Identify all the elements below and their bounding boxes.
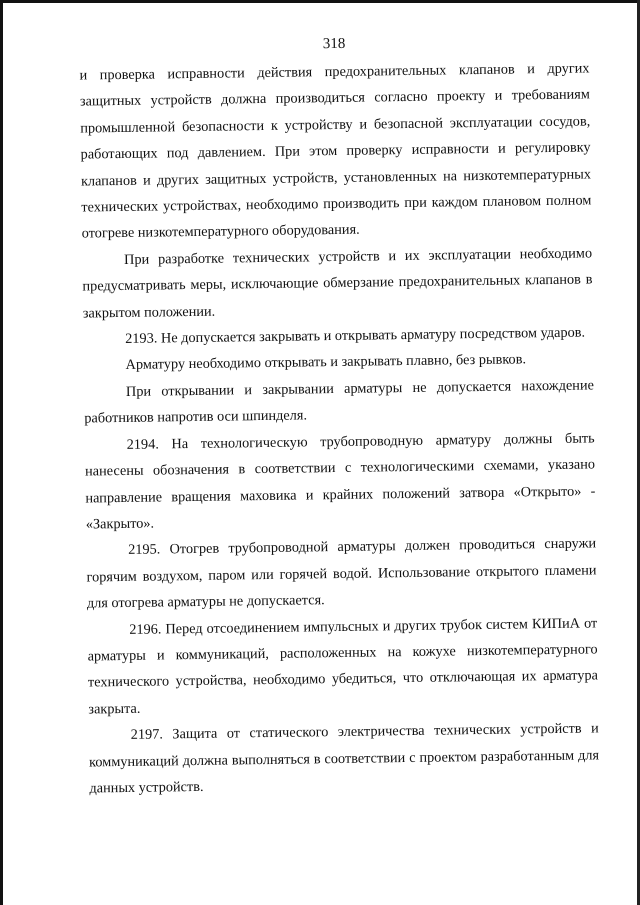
paragraph: При разработке технических устройств и их эксплуатации необходимо предусматривать меры, исключающие обмерзание предохранительных клапанов в закрытом положении. xyxy=(82,245,593,322)
paragraph-2195: 2195. Отогрев трубопроводной арматуры должен проводиться снаружи горячим воздухом, паром или горячей водой. Использование открытого пламени для отогрева арматуры не допускается. xyxy=(86,535,597,612)
paragraph: Арматуру необходимо открывать и закрывать плавно, без рывков. xyxy=(125,351,527,374)
paragraph-2197: 2197. Защита от статического электричества технических устройств и коммуникаций должна выполняться в соответствии с проектом разработанным для данных устройств. xyxy=(89,720,600,797)
paragraph-2196: 2196. Перед отсоединением импульсных и других трубок систем КИПиА от арматуры и коммуникаций, расположенных на кожухе низкотемпературного технического устройства, необходимо убедиться, что отключающая их арматура закрыта. xyxy=(87,614,599,718)
paragraph: При открывании и закрывании арматуры не допускается нахождение работников напротив оси шпинделя. xyxy=(84,377,595,427)
paragraph-2194: 2194. На технологическую трубопроводную арматуру должны быть нанесены обозначения в соответствии с технологическими схемами, указано направление вращения маховика и крайних положений затвора «Открыто» - «Закрыто». xyxy=(84,430,596,533)
page-number: 318 xyxy=(322,35,346,53)
paragraph-continuation: и проверка исправности действия предохранительных клапанов и других защитных устройств должна производиться согласно проекту и требованиям промышленной безопасности к устройству и безопасной эксплуатации сосудов, работающих под давлением. При этом проверку исправности и регулировку клапанов и других защитных устройств, установленных на низкотемпературных технических устройствах, необходимо производить при каждом плановом полном отогреве низкотемпературного оборудования. xyxy=(79,60,592,242)
document-page xyxy=(79,32,600,801)
paragraph-2193: 2193. Не допускается закрывать и открывать арматуру посредством ударов. xyxy=(125,324,586,348)
